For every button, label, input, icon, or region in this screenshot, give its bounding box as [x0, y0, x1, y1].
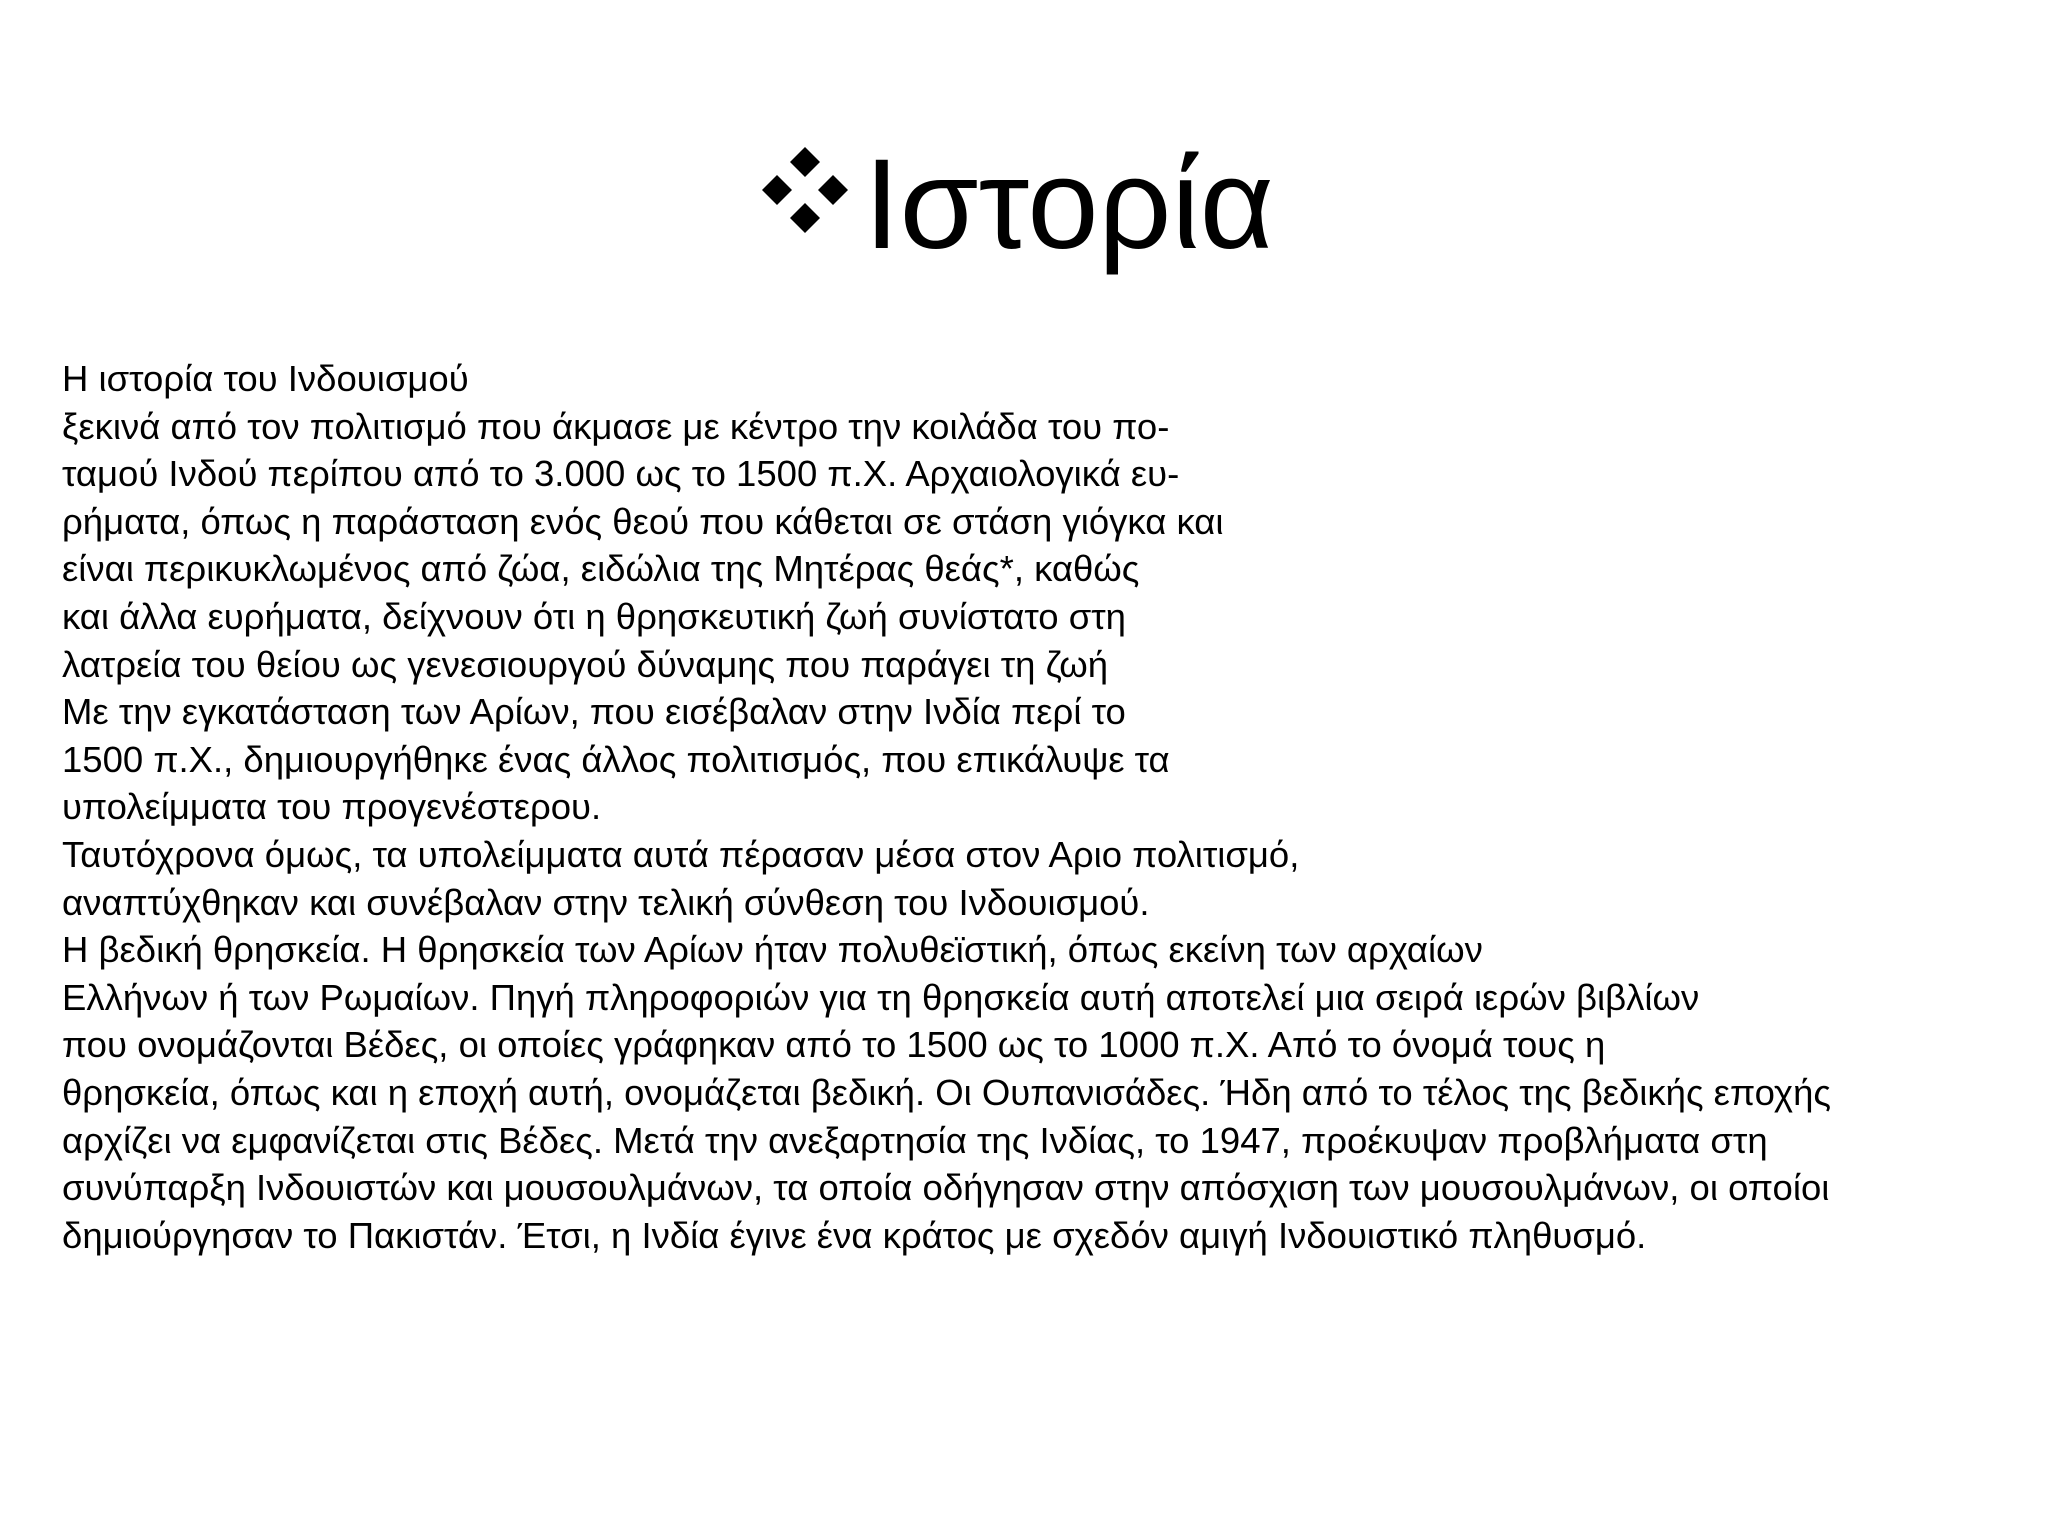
body-line: αναπτύχθηκαν και συνέβαλαν στην τελική σύνθεση του Ινδουισμού.	[62, 881, 1150, 923]
slide-body-text	[62, 355, 2042, 1259]
body-line: συνύπαρξη Ινδουιστών και μουσουλμάνων, τα οποία οδήγησαν στην απόσχιση των μουσουλμάνων, οι οποίοι	[62, 1167, 1830, 1209]
body-line: Η βεδική θρησκεία. Η θρησκεία των Αρίων ήταν πολυθεϊστική, όπως εκείνη των αρχαίων	[62, 929, 1483, 971]
body-line: 1500 π.Χ., δημιουργήθηκε ένας άλλος πολιτισμός, που επικάλυψε τα	[62, 738, 1170, 780]
slide-title: Ιστορία	[864, 133, 1274, 276]
body-line: ταμού Ινδού περίπου από το 3.000 ως το 1500 π.Χ. Αρχαιολογικά ευ-	[62, 453, 1180, 495]
body-line: υπολείμματα του προγενέστερου.	[62, 786, 602, 828]
body-line: Ταυτόχρονα όμως, τα υπολείμματα αυτά πέρασαν μέσα στον Αριο πολιτισμό,	[62, 833, 1300, 875]
body-line: ρήματα, όπως η παράσταση ενός θεού που κάθεται σε στάση γιόγκα και	[62, 500, 1224, 542]
body-line: αρχίζει να εμφανίζεται στις Βέδες. Μετά την ανεξαρτησία της Ινδίας, το 1947, προέκυψαν προβλήματα στη	[62, 1119, 1768, 1161]
four-diamonds-icon	[760, 145, 850, 235]
body-line: που ονομάζονται Βέδες, οι οποίες γράφηκαν από το 1500 ως το 1000 π.Χ. Από το όνομά τους η	[62, 1024, 1606, 1066]
body-line: ξεκινά από τον πολιτισμό που άκμασε με κέντρο την κοιλάδα του πο-	[62, 405, 1170, 447]
body-line: και άλλα ευρήματα, δείχνουν ότι η θρησκευτική ζωή συνίστατο στη	[62, 595, 1126, 637]
body-line: Ελλήνων ή των Ρωμαίων. Πηγή πληροφοριών για τη θρησκεία αυτή αποτελεί μια σειρά ιερών βιβλίων	[62, 976, 1700, 1018]
body-line: λατρεία του θείου ως γενεσιουργού δύναμης που παράγει τη ζωή	[62, 643, 1109, 685]
body-line: Με την εγκατάσταση των Αρίων, που εισέβαλαν στην Ινδία περί το	[62, 691, 1126, 733]
body-line: θρησκεία, όπως και η εποχή αυτή, ονομάζεται βεδική. Οι Ουπανισάδες. Ήδη από το τέλος της βεδικής εποχής	[62, 1071, 1831, 1113]
body-line: Η ιστορία του Ινδουισμού	[62, 358, 469, 399]
body-line: δημιούργησαν το Πακιστάν. Έτσι, η Ινδία έγινε ένα κράτος με σχεδόν αμιγή Ινδουιστικό πληθυσμό.	[62, 1214, 1647, 1256]
body-line: είναι περικυκλωμένος από ζώα, ειδώλια της Μητέρας θεάς*, καθώς	[62, 548, 1140, 590]
slide-title-block	[760, 130, 1274, 280]
